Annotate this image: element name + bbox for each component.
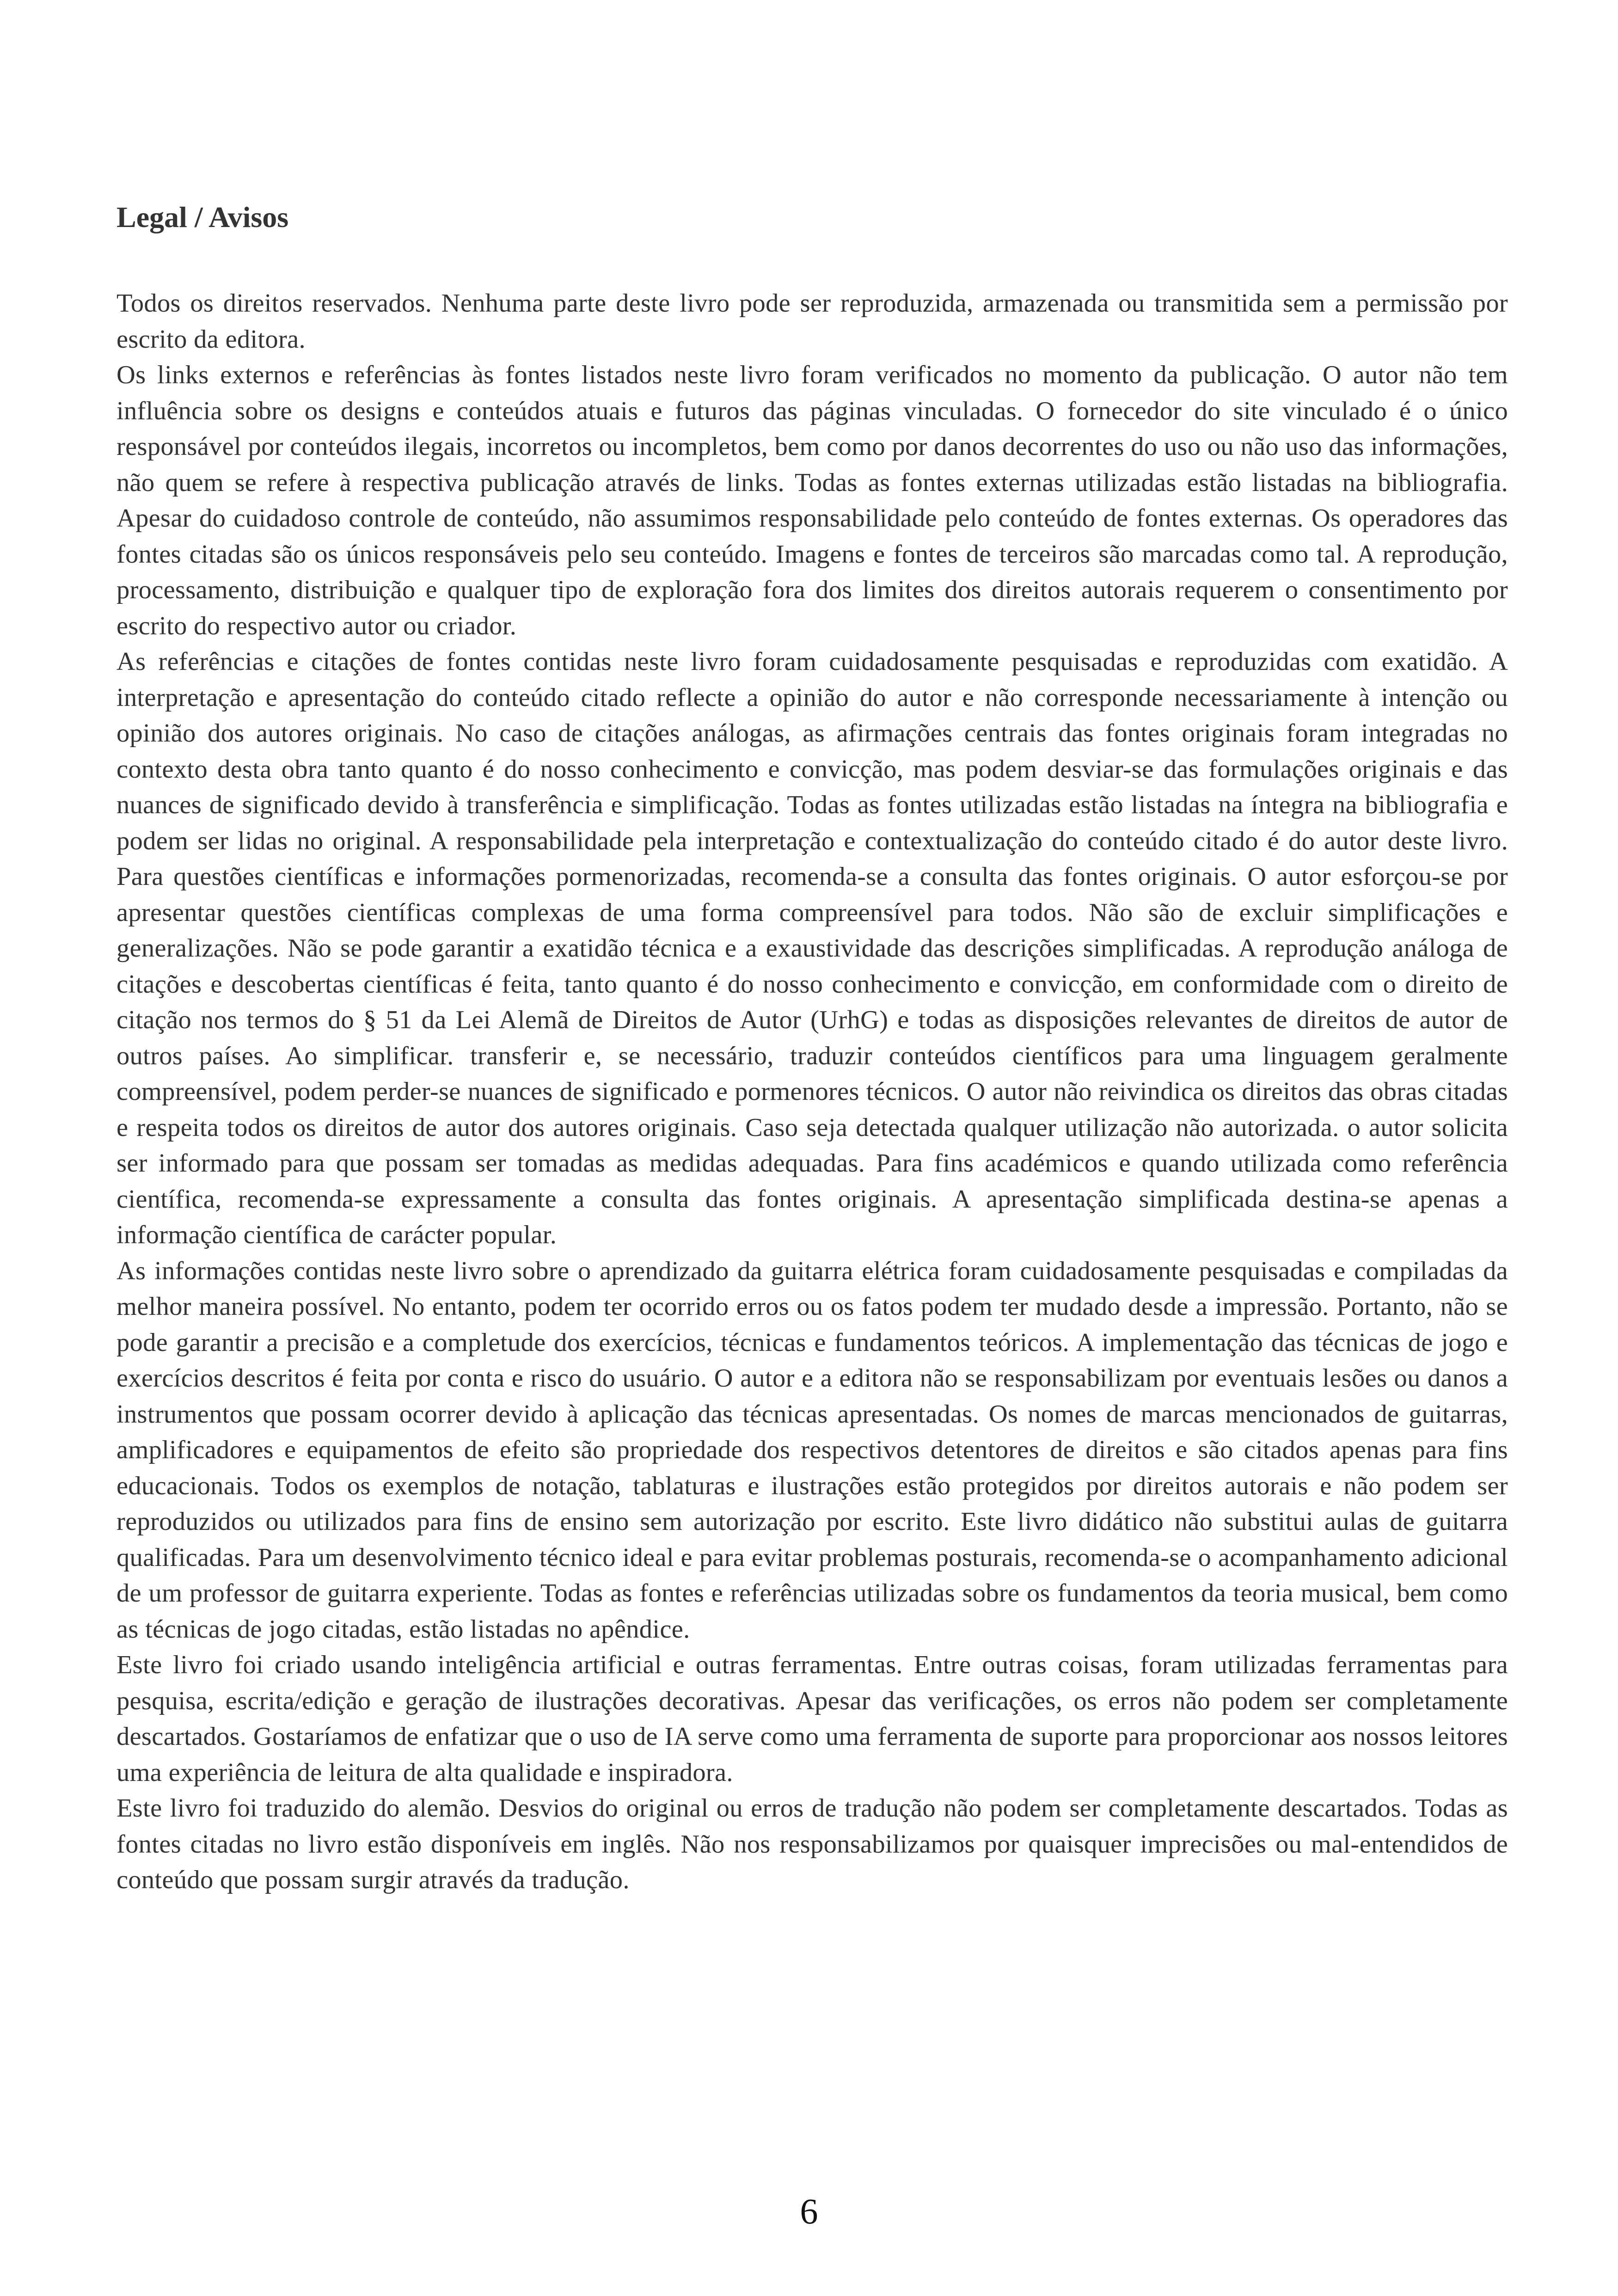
paragraph-external-links: Os links externos e referências às fontes listados neste livro foram verificados no momento da publicação. O autor não tem influência sobre os designs e conteúdos atuais e futuros das páginas vinculadas. O fornecedor do site vinculado é o único responsável por conteúdos ilegais, incorretos ou incompletos, bem como por danos decorrentes do uso ou não uso das informações, não quem se refere à respectiva publicação através de links. Todas as fontes externas utilizadas estão listadas na bibliografia. Apesar do cuidadoso controle de conteúdo, não assumimos responsabilidade pelo conteúdo de fontes externas. Os operadores das fontes citadas são os únicos responsáveis pelo seu conteúdo. Imagens e fontes de terceiros são marcadas como tal. A reprodução, processamento, distribuição e qualquer tipo de exploração fora dos limites dos direitos autorais requerem o consentimento por escrito do respectivo autor ou criador. [116, 361, 1508, 640]
paragraph-translation: Este livro foi traduzido do alemão. Desvios do original ou erros de tradução não podem ser completamente descartados. Todas as fontes citadas no livro estão disponíveis em inglês. Não nos responsabilizamos por quaisquer imprecisões ou mal-entendidos de conteúdo que possam surgir através da tradução. [116, 1794, 1508, 1894]
legal-body [116, 286, 1508, 1898]
paragraph-citations: As referências e citações de fontes contidas neste livro foram cuidadosamente pesquisadas e reproduzidas com exatidão. A interpretação e apresentação do conteúdo citado reflecte a opinião do autor e não corresponde necessariamente à intenção ou opinião dos autores originais. No caso de citações análogas, as afirmações centrais das fontes originais foram integradas no contexto desta obra tanto quanto é do nosso conhecimento e convicção, mas podem desviar-se das formulações originais e das nuances de significado devido à transferência e simplificação. Todas as fontes utilizadas estão listadas na íntegra na bibliografia e podem ser lidas no original. A responsabilidade pela interpretação e contextualização do conteúdo citado é do autor deste livro. Para questões científicas e informações pormenorizadas, recomenda-se a consulta das fontes originais. O autor esforçou-se por apresentar questões científicas complexas de uma forma compreensível para todos. Não são de excluir simplificações e generalizações. Não se pode garantir a exatidão técnica e a exaustividade das descrições simplificadas. A reprodução análoga de citações e descobertas científicas é feita, tanto quanto é do nosso conhecimento e convicção, em conformidade com o direito de citação nos termos do § 51 da Lei Alemã de Direitos de Autor (UrhG) e todas as disposições relevantes de direitos de autor de outros países. Ao simplificar. transferir e, se necessário, traduzir conteúdos científicos para uma linguagem geralmente compreensível, podem perder-se nuances de significado e pormenores técnicos. O autor não reivindica os direitos das obras citadas e respeita todos os direitos de autor dos autores originais. Caso seja detectada qualquer utilização não autorizada. o autor solicita ser informado para que possam ser tomadas as medidas adequadas. Para fins académicos e quando utilizada como referência científica, recomenda-se expressamente a consulta das fontes originais. A apresentação simplificada destina-se apenas a informação científica de carácter popular. [116, 647, 1508, 1249]
document-page [116, 194, 1508, 1898]
paragraph-ai-usage: Este livro foi criado usando inteligência artificial e outras ferramentas. Entre outras coisas, foram utilizadas ferramentas para pesquisa, escrita/edição e geração de ilustrações decorativas. Apesar das verificações, os erros não podem ser completamente descartados. Gostaríamos de enfatizar que o uso de IA serve como uma ferramenta de suporte para proporcionar aos nossos leitores uma experiência de leitura de alta qualidade e inspiradora. [116, 1651, 1508, 1787]
section-heading: Legal / Avisos [116, 201, 289, 233]
paragraph-rights: Todos os direitos reservados. Nenhuma parte deste livro pode ser reproduzida, armazenada ou transmitida sem a permissão por escrito da editora. [116, 289, 1508, 354]
page-number: 6 [800, 2191, 818, 2231]
paragraph-guitar-info: As informações contidas neste livro sobre o aprendizado da guitarra elétrica foram cuidadosamente pesquisadas e compiladas da melhor maneira possível. No entanto, podem ter ocorrido erros ou os fatos podem ter mudado desde a impressão. Portanto, não se pode garantir a precisão e a completude dos exercícios, técnicas e fundamentos teóricos. A implementação das técnicas de jogo e exercícios descritos é feita por conta e risco do usuário. O autor e a editora não se responsabilizam por eventuais lesões ou danos a instrumentos que possam ocorrer devido à aplicação das técnicas apresentadas. Os nomes de marcas mencionados de guitarras, amplificadores e equipamentos de efeito são propriedade dos respectivos detentores de direitos e são citados apenas para fins educacionais. Todos os exemplos de notação, tablaturas e ilustrações estão protegidos por direitos autorais e não podem ser reproduzidos ou utilizados para fins de ensino sem autorização por escrito. Este livro didático não substitui aulas de guitarra qualificadas. Para um desenvolvimento técnico ideal e para evitar problemas posturais, recomenda-se o acompanhamento adicional de um professor de guitarra experiente. Todas as fontes e referências utilizadas sobre os fundamentos da teoria musical, bem como as técnicas de jogo citadas, estão listadas no apêndice. [116, 1256, 1508, 1644]
